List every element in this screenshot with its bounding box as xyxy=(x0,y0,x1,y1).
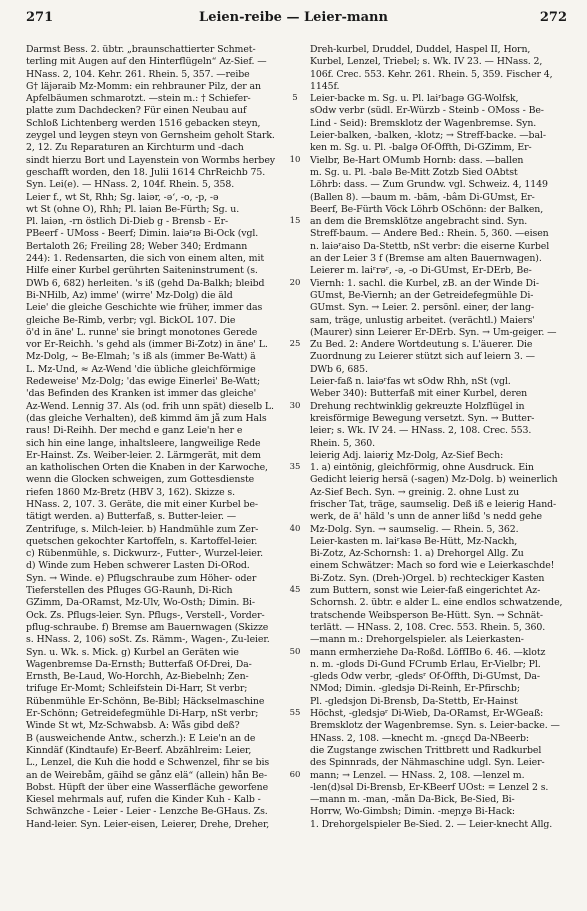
text-line: Hand-leier. Syn. Leier-eisen, Leierer, Drehe, Dreher, xyxy=(26,818,270,830)
line-number: 15 xyxy=(289,216,301,227)
line-number: 35 xyxy=(289,462,301,473)
line-number: 45 xyxy=(289,585,301,596)
line-number: 10 xyxy=(289,154,301,165)
text-line: L. Mz-Und, ≈ Az-Wend 'die übliche gleichförmige xyxy=(26,363,256,375)
text-line: Streff-baum. — Andere Bed.: Rhein. 5, 360. —eisen xyxy=(310,228,549,240)
text-line: 244): 1. Redensarten, die sich von einem alten, mit xyxy=(26,253,265,265)
page-number-right: 272 xyxy=(539,10,567,25)
text-line: Leier-faß n. laiəʳfas wt sOdw Rhh, nSt (vgl. xyxy=(310,376,511,388)
text-line: Bi-NHilb, Az) imme' (wirre' Mz-Dolg) die äld xyxy=(26,289,233,301)
text-line: 1145f. xyxy=(310,80,340,92)
text-line: Redeweise' Mz-Dolg; 'das ewige Einerlei' Be-Watt; xyxy=(26,376,261,388)
text-line: Syn. u. Wk. s. Mick. g) Kurbel an Geräten wie xyxy=(26,646,239,658)
text-line: Leier-backe m. Sg. u. Pl. laiʳbagə GG-Wolfsk, xyxy=(310,93,519,105)
text-line: Kiesel mehrmals auf, rufen die Kinder Kuh - Kalb - xyxy=(26,794,261,806)
text-line: terlätt. — HNass. 2, 108. Crec. 553. Rhein. 5, 360. xyxy=(310,621,546,633)
text-line: sindt hierzu Bort und Layenstein von Wormbs herbey xyxy=(26,154,275,166)
text-line: Mz-Dolg, ~ Be-Elmah; 's iß als (immer Be-Watt) ä xyxy=(26,351,256,363)
text-line: ö'd in äne' L. runne' sie bringt monotones Gerede xyxy=(26,326,258,338)
right-column xyxy=(310,44,564,906)
text-line: HNass. 2, 107. 3. Geräte, die mit einer Kurbel be- xyxy=(26,498,258,510)
line-number: 60 xyxy=(289,769,301,780)
text-line: Darmst Bess. 2. übtr. „braunschattierter Schmet- xyxy=(26,44,256,55)
text-line: Az-Sief Bech. Syn. → greinig. 2. ohne Lust zu xyxy=(310,486,520,498)
text-line: Bobst. Hüpft der über eine Wasserfläche geworfene xyxy=(26,781,269,793)
text-line: L., Lenzel, die Kuh die hodd e Schwenzel, fihr se bis xyxy=(26,757,270,769)
text-line: zeygel und leygen steyn von Gernsheim geholt Stark. xyxy=(26,130,275,142)
text-line: an katholischen Orten die Knaben in der Karwoche, xyxy=(26,462,268,474)
text-line: (das gleiche Verhalten), deß kimmd äm jå zum Hals xyxy=(26,412,267,424)
text-line: Pl. laiən, -rn östlich Di-Dieb g - Brensb - Er- xyxy=(26,216,229,228)
text-line: sich hin eine lange, inhaltsleere, langweilige Rede xyxy=(26,437,261,449)
text-line: Höchst, -gledsjəʳ Di-Wieb, Da-ORamst, Er-WGeaß: xyxy=(310,708,544,720)
text-line: Bremsklotz der Wagenbremse. Syn. s. Leier-backe. — xyxy=(310,720,560,732)
text-line: frischer Tat, träge, saumselig. Deß iß e leierig Hand- xyxy=(310,498,557,510)
text-line: leierig Adj. laiəriχ Mz-Dolg, Az-Sief Bech: xyxy=(310,449,504,461)
text-line: GUmst. Syn. → Leier. 2. persönl. einer, der lang- xyxy=(310,302,534,314)
text-line: 106f. Crec. 553. Kehr. 261. Rhein. 5, 359. Fischer 4, xyxy=(310,68,553,80)
text-line: wenn die Glocken schweigen, zum Gottesdienste xyxy=(26,474,255,486)
text-line: c) Rübenmühle, s. Dickwurz-, Futter-, Wurzel-leier. xyxy=(26,548,263,560)
text-line: HNass. 2, 108. —knecht m. -gnɛçd Da-NBeerb: xyxy=(310,732,529,744)
line-number: 20 xyxy=(289,277,301,288)
text-line: Beerf, Be-Fürth Vöck Löhrb OSchönn: der Balken, xyxy=(310,203,544,215)
text-line: Leie' die gleiche Geschichte wie früher, immer das xyxy=(26,302,263,314)
text-line: Rhein. 5, 360. xyxy=(310,437,376,449)
text-line: kreisförmige Bewegung versetzt. Syn. → Butter- xyxy=(310,412,535,424)
text-line: Schwänzche - Leier - Leier - Lenzche Be-GHaus. Zs. xyxy=(26,806,268,818)
text-line: sam, träge, unlustig arbeitet. (verächtl.) Maiers' xyxy=(310,314,535,326)
text-line: n. laiəʳaiso Da-Stettb, nSt verbr: die eiserne Kurbel xyxy=(310,240,550,252)
text-line: DWb 6, 682) herleiten. 's iß (gehd Da-Balkh; bleibd xyxy=(26,277,265,289)
text-line: mann ermherziehe Da-Roßd. LöffIBo 6. 46. —klotz xyxy=(310,646,546,658)
text-line: Gedicht leierig hersä (-sagen) Mz-Dolg. b) weinerlich xyxy=(310,474,558,486)
text-line: Er-Schönn; Getreidefegmühle Di-Harp, nSt verbr; xyxy=(26,708,259,720)
text-line: —mann m.: Drehorgelspieler. als Leierkasten- xyxy=(310,634,524,646)
text-line: ken m. Sg. u. Pl. -balgə Of-Öffth, Di-GZimm, Er- xyxy=(310,142,532,154)
page-number-left: 271 xyxy=(26,10,54,25)
text-line: zum Buttern, sonst wie Leier-faß eingerichtet Az- xyxy=(310,585,541,597)
text-line: Schloß Lichtenberg werden 1516 gebacken steyn, xyxy=(26,117,261,129)
text-line: Wagenbremse Da-Ernsth; Butterfaß Of-Drei, Da- xyxy=(26,658,252,670)
text-line: Er-Hainst. Zs. Weiber-leier. 2. Lärmgerät, mit dem xyxy=(26,449,261,461)
text-line: vor Er-Reichh. 's gehd als (immer Bi-Zotz) in äne' L. xyxy=(26,339,268,351)
text-line: Löhrb: dass. — Zum Grundw. vgl. Schweiz. 4, 1149 xyxy=(310,179,548,191)
text-line: Zu Bed. 2: Andere Wortdeutung s. L'äuerer. Die xyxy=(310,339,533,351)
line-number: 25 xyxy=(289,339,301,350)
text-line: (Maurer) sinn Leierer Er-DErb. Syn. → Um-geiger. — xyxy=(310,326,557,338)
text-line: geschafft worden, den 18. Julii 1614 ChrReichb 75. xyxy=(26,166,266,178)
text-line: -gleds Odw verbr, -gledsʳ Of-Öffth, Di-GUmst, Da- xyxy=(310,671,540,683)
text-line: n. m. -glods Di-Gund FCrumb Erlau, Er-Vielbr; Pl. xyxy=(310,658,541,670)
text-line: leier; s. Wk. IV 24. — HNass. 2, 108. Crec. 553. xyxy=(310,425,532,437)
text-line: 2, 12. Zu Reparaturen an Kirchturm und -dach xyxy=(26,142,244,154)
text-line: platte zum Dachdecken? Für einen Neubau auf xyxy=(26,105,247,117)
text-line: einem Schwätzer: Mach so ford wie e Leierkaschde! xyxy=(310,560,555,572)
text-line: Horrw, Wo-Gimbsh; Dimin. -meɲχə Bi-Hack: xyxy=(310,806,515,818)
text-line: Schornsh. 2. übtr. e alder L. eine endlos schwatzende, xyxy=(310,597,563,609)
text-line: Mz-Dolg. Syn. → saumselig. — Rhein. 5, 362. xyxy=(310,523,519,535)
text-line: Zentrifuge, s. Milch-leier. b) Handmühle zum Zer- xyxy=(26,523,259,535)
text-line: Dreh-kurbel, Druddel, Duddel, Haspel II, Horn, xyxy=(310,44,531,55)
text-line: Apfelbäumen schmarotzt. —stein m.: † Schiefer- xyxy=(26,93,251,105)
text-line: quetschen gekochter Kartoffeln, s. Kartoffel-leier. xyxy=(26,535,258,547)
line-number: 55 xyxy=(289,708,301,719)
text-line: sOdw verbr (südl. Er-Würzb - Steinb - OMoss - Be- xyxy=(310,105,544,117)
text-line: GUmst, Be-Viernh; an der Getreidefegmühle Di- xyxy=(310,289,534,301)
text-line: s. HNass. 2, 106) soSt. Zs. Rämm-, Wagen-, Zu-leier. xyxy=(26,634,270,646)
text-line: Leier-kasten m. laiʳkasə Be-Hütt, Mz-Nackh, xyxy=(310,535,518,547)
text-line: Ock. Zs. Pflugs-leier. Syn. Pflugs-, Verstell-, Vorder- xyxy=(26,609,265,621)
text-line: gleiche Be-Rimb, verbr; vgl. BickOL 107. Die xyxy=(26,314,236,326)
text-line: Syn. → Winde. e) Pflugschraube zum Höher- oder xyxy=(26,572,257,584)
text-line: m. Sg. u. Pl. -balə Be-Mitt Zotzb Sied OAbtst xyxy=(310,166,518,178)
text-line: Leier-balken, -balken, -klotz; → Streff-backe. —bal- xyxy=(310,130,546,142)
left-column xyxy=(26,44,280,906)
running-head: Leien-reibe — Leier-mann xyxy=(199,10,388,25)
text-line: riefen 1860 Mz-Bretz (HBV 3, 162). Skizze s. xyxy=(26,486,236,498)
text-line: —mann m. -man, -mån Da-Bick, Be-Sied, Bi- xyxy=(310,794,515,806)
text-line: -len(d)səl Di-Brensb, Er-KBeerf UOst: = Lenzel 2 s. xyxy=(310,781,549,793)
text-line: Hilfe einer Kurbel gerührten Saiteninstrument (s. xyxy=(26,265,258,277)
text-line: 1. a) eintönig, gleichförmig, ohne Ausdruck. Ein xyxy=(310,462,534,474)
text-line: Zuordnung zu Leierer stützt sich auf leiern 3. — xyxy=(310,351,535,363)
text-line: Az-Wend. Lennig 37. Als (od. frih unn spät) dieselb L. xyxy=(26,400,274,412)
text-line: die Zugstange zwischen Trittbrett und Radkurbel xyxy=(310,744,542,756)
text-line: Lind - Seid): Bremsklotz der Wagenbremse. Syn. xyxy=(310,117,537,129)
line-number-gutter xyxy=(282,44,308,906)
page-header xyxy=(0,0,587,40)
line-number: 5 xyxy=(292,93,298,104)
text-line: NMod; Dimin. -gledsjə Di-Reinh, Er-Pfirschb; xyxy=(310,683,520,695)
text-line: Kinndäf (Kindtaufe) Er-Beerf. Abzählreim: Leier, xyxy=(26,744,252,756)
text-line: Weber 340): Butterfaß mit einer Kurbel, deren xyxy=(310,388,528,400)
text-line: G† läjəraib Mz-Momm: ein rehbrauner Pilz, der an xyxy=(26,80,261,92)
text-line: (Ballen 8). —baum m. -bām, -bâm Di-GUmst, Er- xyxy=(310,191,535,203)
text-line: pflug-schraube. f) Bremse am Bauernwagen (Skizze xyxy=(26,621,269,633)
text-line: Bi-Zotz, Az-Schornsh: 1. a) Drehorgel Allg. Zu xyxy=(310,548,524,560)
text-line: d) Winde zum Heben schwerer Lasten Di-ORod. xyxy=(26,560,250,572)
text-line: werk, de ä' häld 's unn de anner lißd 's nedd gehe xyxy=(310,511,542,523)
text-line: HNass. 2, 104. Kehr. 261. Rhein. 5, 357. —reibe xyxy=(26,68,250,80)
text-line: DWb 6, 685. xyxy=(310,363,368,375)
text-line: wt St (ohne O), Rhh; Pl. laiən Be-Fürth; Sg. u. xyxy=(26,203,240,215)
text-line: 'das Befinden des Kranken ist immer das gleiche' xyxy=(26,388,257,400)
text-line: Pl. -gledsjon Di-Brensb, Da-Stettb, Er-Hainst xyxy=(310,695,518,707)
text-line: Leierer m. laiʳrəʳ, -ə, -o Di-GUmst, Er-DErb, Be- xyxy=(310,265,532,277)
text-line: Syn. Lei(e). — HNass. 2, 104f. Rhein. 5, 358. xyxy=(26,179,235,191)
text-line: Bi-Zotz. Syn. (Dreh-)Orgel. b) rechteckiger Kasten xyxy=(310,572,545,584)
text-line: Ernsth, Be-Laud, Wo-Horchh, Az-Biebelnh; Zen- xyxy=(26,671,249,683)
text-line: PBeerf - UMoss - Beerf; Dimin. laiəʳɪə Bi-Ock (vgl. xyxy=(26,228,259,240)
line-number: 50 xyxy=(289,646,301,657)
text-line: raus! Di-Reihh. Der mechd e ganz Leie'n her e xyxy=(26,425,243,437)
text-line: an der Leier 3 f (Bremse am alten Bauernwagen). xyxy=(310,253,542,265)
text-line: des Spinnrads, der Nähmaschine udgl. Syn. Leier- xyxy=(310,757,545,769)
text-line: GZimm, Da-ORamst, Mz-Ulv, Wo-Osth; Dimin. Bi- xyxy=(26,597,255,609)
text-line: Viernh: 1. sachl. die Kurbel, zB. an der Winde Di- xyxy=(310,277,539,289)
text-line: tätigt werden. a) Butterfaß, s. Butter-leier. — xyxy=(26,511,237,523)
text-line: trifuge Er-Momt; Schleifstein Di-Harr, St verbr; xyxy=(26,683,248,695)
text-line: an dem die Bremsklötze angebracht sind. Syn. xyxy=(310,216,528,228)
text-line: Vielbr, Be-Hart OMumb Hornb: dass. —ballen xyxy=(310,154,524,166)
text-line: Winde St wt, Mz-Schwabsb. A: Wås gibd deß? xyxy=(26,720,240,732)
text-line: Drehung rechtwinklig gekreuzte Holzflügel in xyxy=(310,400,525,412)
text-line: terling mit Augen auf den Hinterflügeln“ Az-Sief. — xyxy=(26,56,267,68)
text-line: Kurbel, Lenzel, Triebel; s. Wk. IV 23. — HNass. 2, xyxy=(310,56,543,68)
text-line: an de Weirebåm, gäihd se gånz elä“ (allein) hån Be- xyxy=(26,769,268,781)
text-line: 1. Drehorgelspieler Be-Sied. 2. — Leier-knecht Allg. xyxy=(310,818,553,830)
text-line: Rübenmühle Er-Schönn, Be-Bibl; Häckselmaschine xyxy=(26,695,265,707)
text-line: mann; → Lenzel. — HNass. 2, 108. —lenzel m. xyxy=(310,769,525,781)
line-number: 40 xyxy=(289,523,301,534)
text-line: B (ausweichende Antw., scherzh.): E Leie'n an de xyxy=(26,732,256,744)
text-line: Tieferstellen des Pfluges GG-Raunh, Di-Rich xyxy=(26,585,233,597)
text-line: Leier f., wt St, Rhh; Sg. laiər, -ə‘, -o, -p, -ə xyxy=(26,191,219,203)
line-number: 30 xyxy=(289,400,301,411)
text-line: Bertaloth 26; Freiling 28; Weber 340; Erdmann xyxy=(26,240,248,252)
text-line: tratschende Weibsperson Be-Hütt. Syn. → Schnät- xyxy=(310,609,543,621)
